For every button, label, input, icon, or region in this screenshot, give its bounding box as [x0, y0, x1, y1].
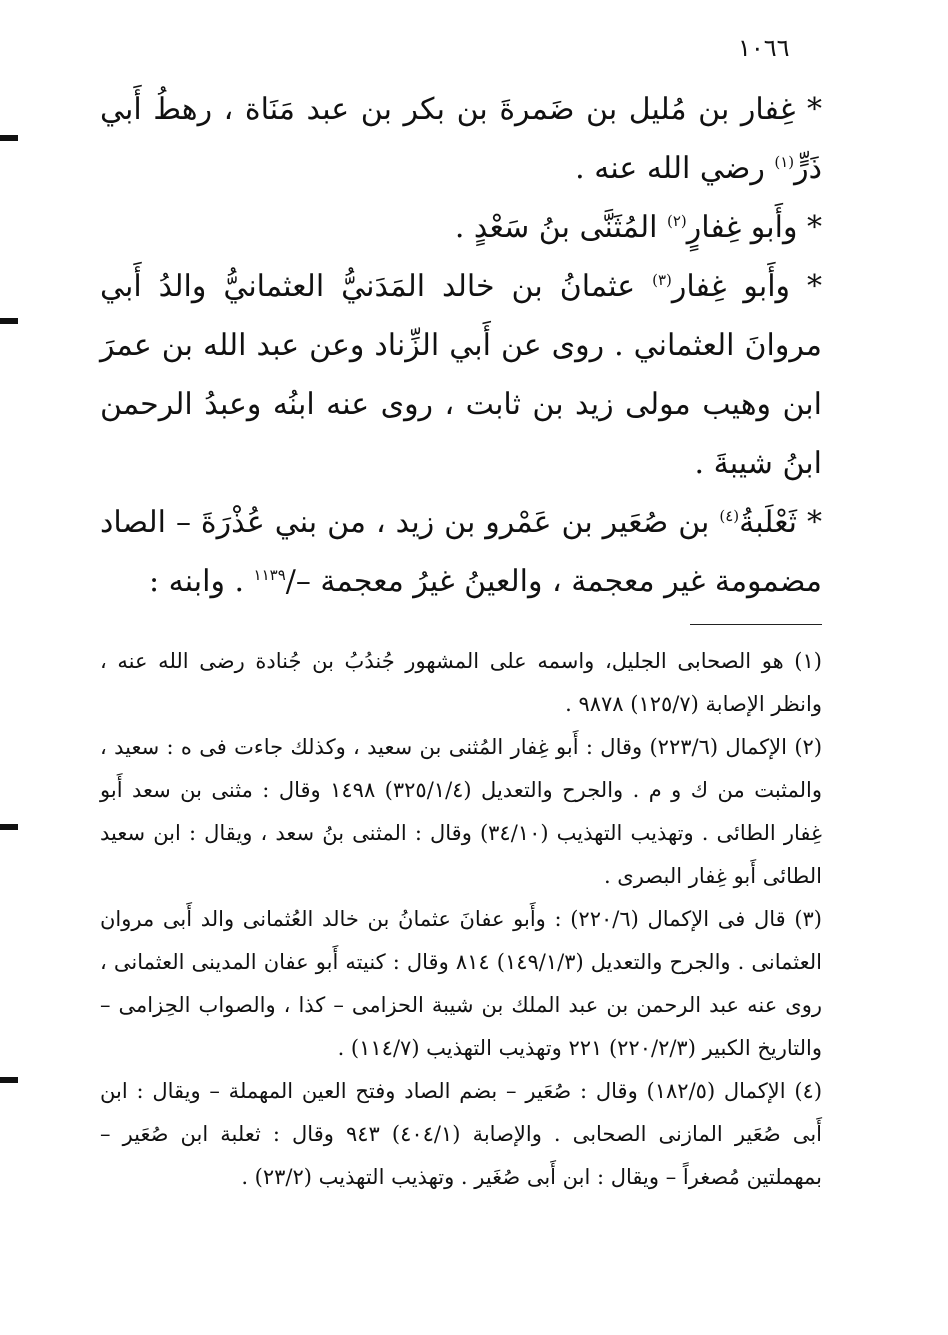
footnote-ref: (٢) [666, 212, 687, 230]
entry-abu-ghifar-uthman [100, 257, 822, 493]
entry-text: * وأَبو غِفارٍ [686, 210, 822, 245]
margin-mark [0, 135, 18, 141]
entry-text: بن صُعَير بن عَمْرو بن زيد ، من بني عُذْرَةَ – الصاد مضمومة غير معجمة ، والعينُ غيرُ معجمة –/ [100, 505, 822, 599]
entry-text: . وابنه : [148, 564, 254, 599]
footnote: (١) هو الصحابى الجليل، واسمه على المشهور جُندُبُ بن جُنادة رضى الله عنه ، وانظر الإصابة (١٢٥/٧) ٩٨٧٨ . [100, 649, 822, 716]
entry-ghifar [100, 80, 822, 198]
entry-thalaba [100, 493, 822, 611]
entry-text: * وأَبو غِفار [671, 269, 822, 304]
page-number: ١٠٦٦ [738, 34, 790, 62]
footnote-ref: (٣) [652, 271, 672, 289]
entry-text: * غِفار بن مُليل بن ضَمرةَ بن بكر بن عبد مَنَاة ، رهطُ أَبي ذَرٍّ [100, 92, 822, 186]
entry-text: * ثَعْلَبةُ [739, 505, 822, 540]
footnote: (٢) الإكمال (٢٢٣/٦) وقال : أَبو غِفار المُثنى بن سعيد ، وكذلك جاءت فى ه : سعيد ، والمثبت من ك و م . والجرح والتعديل (٣٢٥/١/٤) ١٤٩٨ وقال : مثنى بن سعد أَبو غِفار الطائى . وتهذيب التهذيب (٣٤/١٠) وقال : المثنى بنُ سعد ، ويقال : ابن سعيد الطائى أَبو غِفار البصرى . [100, 735, 823, 888]
margin-mark [0, 824, 18, 830]
footnote-ref: (١) [774, 153, 795, 171]
margin-mark [0, 1077, 18, 1083]
entry-text: المُثَنَّى بنُ سَعْدٍ . [454, 210, 667, 245]
footnote-ref: (٤) [719, 507, 740, 525]
footnotes [100, 640, 822, 1199]
entry-text: عثمانُ بن خالد المَدَنيُّ العثمانيُّ والدُ أَبي مروانَ العثماني . روى عن أَبي الزِّناد وعن عبد الله بن عمرَ ابن وهيب مولى زيد بن ثابت ، روى عنه ابنُه وعبدُ الرحمن ابنُ شيبةَ . [100, 269, 822, 481]
margin-mark [0, 318, 18, 324]
entry-text: رضي الله عنه . [575, 151, 775, 186]
main-text [100, 80, 822, 611]
footnote: (٤) الإكمال (١٨٢/٥) وقال : صُعَير – بضم الصاد وفتح العين المهملة – ويقال : ابن أَبى صُعَير المازنى الصحابى . والإصابة (٤٠٤/١) ٩٤٣ وقال : ثعلبة ابن صُعَير – بمهملتين مُصغراً – ويقال : ابن أَبى صُغَير . وتهذيب التهذيب (٢٣/٢) . [100, 1079, 823, 1189]
footnote: (٣) قال فى الإكمال (٢٢٠/٦) : وأَبو عفانَ عثمانُ بن خالد العُثمانى والد أَبى مروان العثمانى . والجرح والتعديل (١٤٩/١/٣) ٨١٤ وقال : كنيته أَبو عفان المدينى العثمانى ، روى عنه عبد الرحمن بن عبد الملك بن شيبة الحزامى – كذا ، والصواب الحِزامى – والتاريخ الكبير (٢٢٠/٢/٣) ٢٢١ وتهذيب التهذيب (١١٤/٧) . [100, 907, 822, 1060]
footnote-divider [690, 624, 822, 625]
entry-abu-ghifar-muthanna [100, 198, 822, 257]
manuscript-folio-ref: ١١٣٩ [253, 566, 286, 584]
